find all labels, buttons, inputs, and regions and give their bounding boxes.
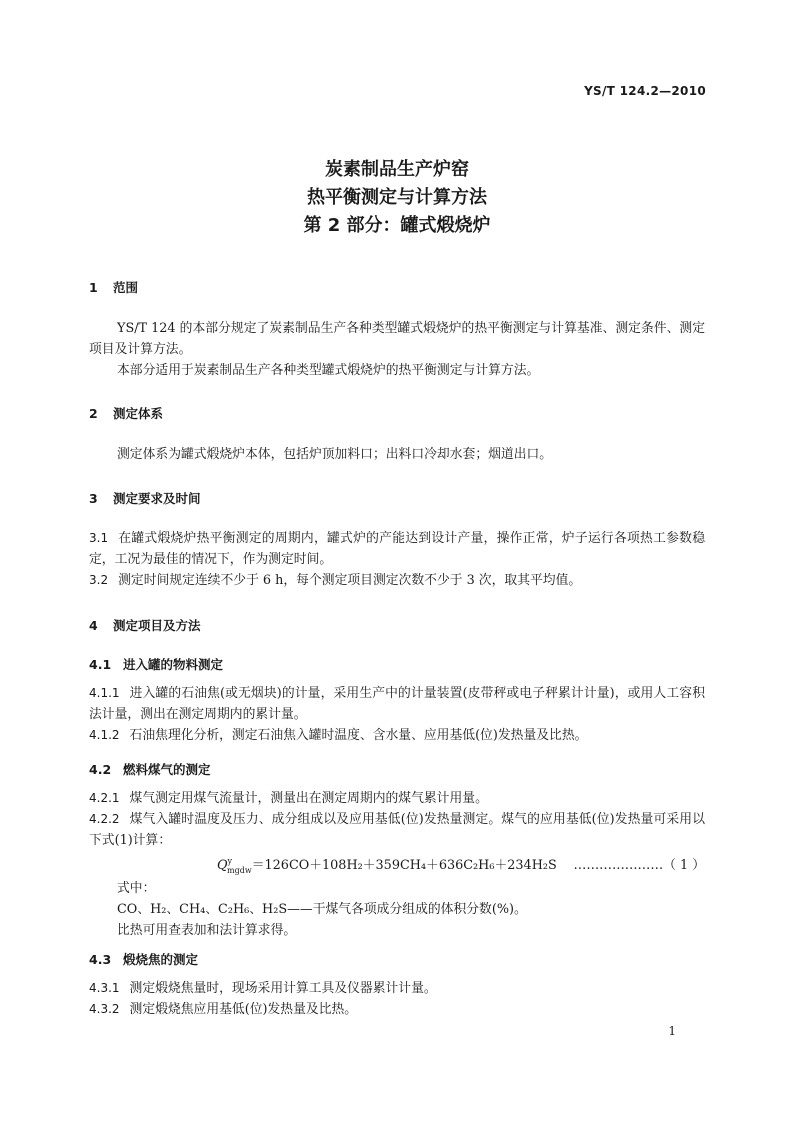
section-number: 2 <box>89 406 98 421</box>
clause-text: 测定煅烧焦应用基低(位)发热量及比热。 <box>129 1002 358 1017</box>
clause-4-3-2 <box>89 999 705 1020</box>
section-number: 4 <box>89 618 98 633</box>
clause-4-2-1 <box>89 788 705 809</box>
clause-4-1-1 <box>89 683 705 725</box>
where-label: 式中： <box>117 881 156 896</box>
specific-heat-note: 比热可用查表加和法计算求得。 <box>117 923 297 938</box>
clause-text: 测定煅烧焦量时，现场采用计算工具及仪器累计计量。 <box>129 981 437 996</box>
section-1-paragraph-1: YS/T 124 的本部分规定了炭素制品生产各种类型罐式煅烧炉的热平衡测定与计算基准、测定条件、测定项目及计算方法。 <box>89 321 705 357</box>
formula-symbol: Q <box>217 858 228 873</box>
subsection-title: 燃料煤气的测定 <box>123 762 211 777</box>
section-3-heading <box>89 489 201 507</box>
section-number: 1 <box>89 280 98 295</box>
clause-number: 4.2.1 <box>89 791 120 805</box>
clause-text: 煤气入罐时温度及压力、成分组成以及应用基低(位)发热量测定。煤气的应用基低(位)发热量可采用以下式(1)计算： <box>89 812 705 848</box>
equation-label: …………………（ 1 ） <box>573 858 705 873</box>
formula-superscript: y <box>227 856 233 866</box>
section-4-heading <box>89 616 201 634</box>
clause-text: 进入罐的石油焦(或无烟块)的计量，采用生产中的计量装置(皮带秤或电子秤累计计量)，或用人工容积法计量，测出在测定周期内的累计量。 <box>89 686 705 722</box>
clause-text: 石油焦理化分析，测定石油焦入罐时温度、含水量、应用基低(位)发热量及比热。 <box>129 728 588 743</box>
title-line-1: 炭素制品生产炉窑 <box>325 159 469 180</box>
standard-code: YS/T 124.2—2010 <box>584 84 706 98</box>
subsection-number: 4.2 <box>89 762 112 777</box>
clause-number: 4.1.1 <box>89 686 120 700</box>
section-2-paragraph-1: 测定体系为罐式煅烧炉本体，包括炉顶加料口；出料口冷却水套；烟道出口。 <box>117 447 553 462</box>
formula-expression: ＝126CO＋108H₂＋359CH₄＋636C₂H₆＋234H₂S <box>251 858 557 873</box>
clause-number: 3.2 <box>89 573 109 587</box>
equation-1 <box>89 854 705 874</box>
clause-number: 4.3.1 <box>89 981 120 995</box>
clause-text: 测定时间规定连续不少于 6 h，每个测定项目测定次数不少于 3 次，取其平均值。 <box>118 573 582 588</box>
clause-number: 3.1 <box>89 531 109 545</box>
clause-number: 4.3.2 <box>89 1002 120 1016</box>
clause-4-2-2 <box>89 809 705 851</box>
page-number: 1 <box>668 1024 676 1038</box>
clause-3-2 <box>89 570 705 591</box>
section-title: 测定要求及时间 <box>113 491 201 506</box>
title-line-2: 热平衡测定与计算方法 <box>307 187 487 208</box>
clause-3-1 <box>89 528 705 570</box>
clause-4-3-1 <box>89 978 705 999</box>
subsection-number: 4.3 <box>89 952 112 967</box>
subsection-number: 4.1 <box>89 657 112 672</box>
clause-4-1-2 <box>89 725 705 746</box>
section-1-heading <box>89 278 138 296</box>
formula-subscript: mgdw <box>227 865 252 875</box>
clause-text: 在罐式煅烧炉热平衡测定的周期内，罐式炉的产能达到设计产量，操作正常，炉子运行各项热工参数稳定，工况为最佳的情况下，作为测定时间。 <box>89 531 705 567</box>
where-definition: CO、H₂、CH₄、C₂H₆、H₂S——干煤气各项成分组成的体积分数(%)。 <box>117 902 527 917</box>
subsection-4-1-heading <box>89 655 223 673</box>
section-title: 测定项目及方法 <box>113 618 201 633</box>
clause-number: 4.1.2 <box>89 728 120 742</box>
clause-number: 4.2.2 <box>89 812 120 826</box>
title-line-3: 第 2 部分：罐式煅烧炉 <box>303 215 491 236</box>
subsection-title: 煅烧焦的测定 <box>123 952 199 967</box>
section-2-heading <box>89 404 163 422</box>
section-number: 3 <box>89 491 98 506</box>
subsection-title: 进入罐的物料测定 <box>123 657 224 672</box>
section-title: 测定体系 <box>113 406 164 421</box>
subsection-4-2-heading <box>89 760 211 778</box>
section-1-paragraph-2: 本部分适用于炭素制品生产各种类型罐式煅烧炉的热平衡测定与计算方法。 <box>117 363 540 378</box>
subsection-4-3-heading <box>89 950 198 968</box>
formula <box>217 854 557 875</box>
clause-text: 煤气测定用煤气流量计，测量出在测定周期内的煤气累计用量。 <box>129 791 488 806</box>
section-title: 范围 <box>113 280 139 295</box>
